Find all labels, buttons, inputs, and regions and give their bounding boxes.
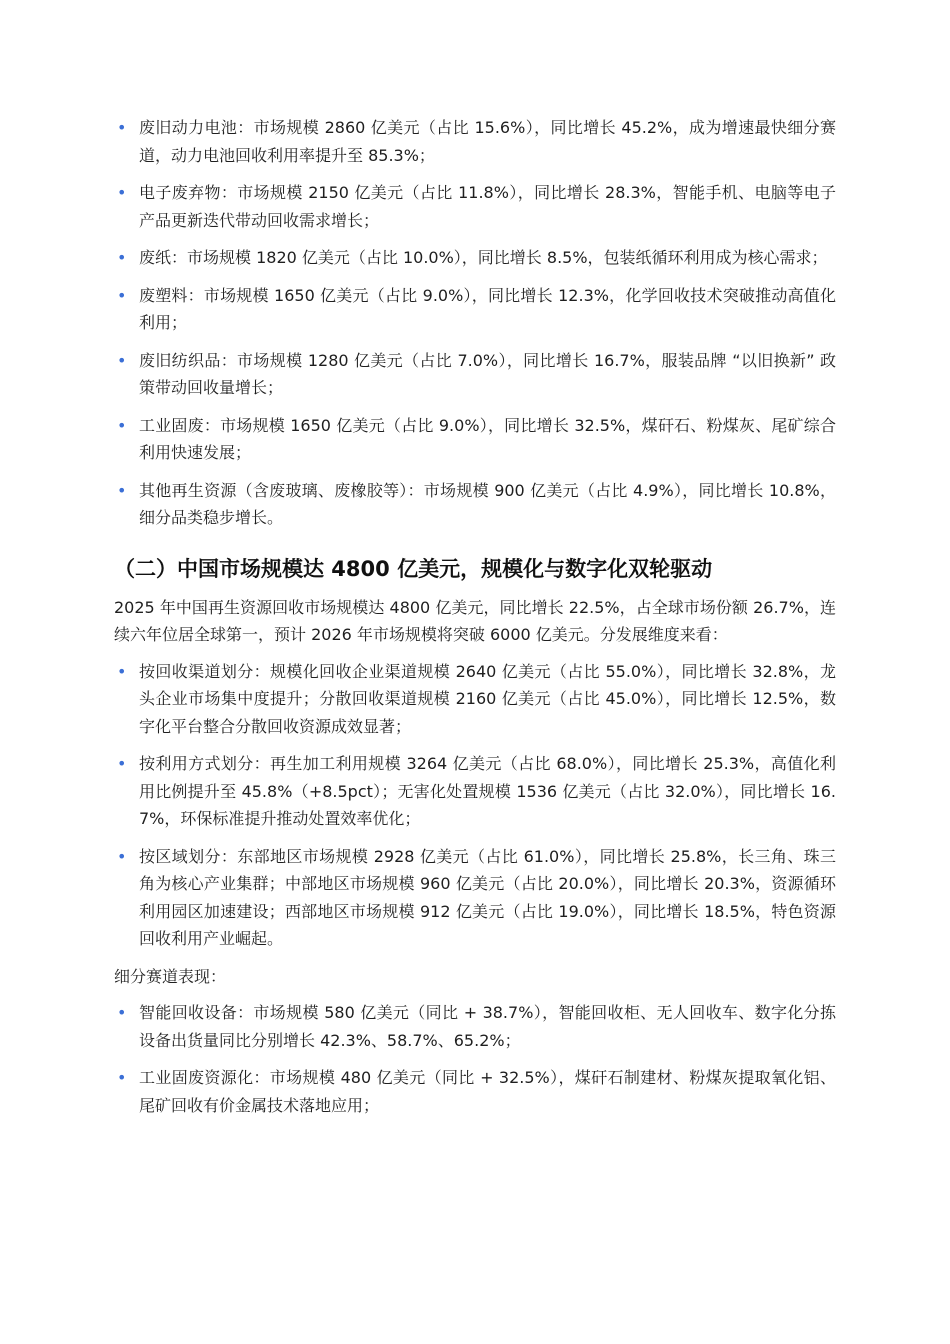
list-item-text: 废塑料：市场规模 1650 亿美元（占比 9.0%），同比增长 12.3%，化学回收技术突破推动高值化利用； <box>139 285 836 332</box>
bullet-icon: • <box>117 480 127 500</box>
list-item-text: 废纸：市场规模 1820 亿美元（占比 10.0%），同比增长 8.5%，包装纸循环利用成为核心需求； <box>139 248 828 267</box>
bullet-icon: • <box>117 415 127 435</box>
bullet-icon: • <box>117 118 127 137</box>
bullet-icon: • <box>117 1068 127 1087</box>
list-item <box>114 412 836 467</box>
bullet-icon: • <box>117 248 127 267</box>
list-item-text: 工业固废资源化：市场规模 480 亿美元（同比 + 32.5%），煤矸石制建材、粉煤灰提取氧化铝、尾矿回收有价金属技术落地应用； <box>139 1068 836 1115</box>
list-item <box>114 658 836 741</box>
list-item-text: 废旧纺织品：市场规模 1280 亿美元（占比 7.0%），同比增长 16.7%，服装品牌 “以旧换新” 政策带动回收量增长； <box>139 350 836 397</box>
list-item-text: 按回收渠道划分：规模化回收企业渠道规模 2640 亿美元（占比 55.0%），同比增长 32.8%，龙头企业市场集中度提升；分散回收渠道规模 2160 亿美元（占比 45.0%），同比增长 12.5%，数字化平台整合分散回收资源成效显著； <box>139 661 836 736</box>
list-item <box>114 477 836 532</box>
section-heading: （二）中国市场规模达 4800 亿美元，规模化与数字化双轮驱动 <box>114 556 713 581</box>
list-item-text: 工业固废：市场规模 1650 亿美元（占比 9.0%），同比增长 32.5%，煤矸石、粉煤灰、尾矿综合利用快速发展； <box>139 415 836 462</box>
list-item-text: 废旧动力电池：市场规模 2860 亿美元（占比 15.6%），同比增长 45.2%，成为增速最快细分赛道，动力电池回收利用率提升至 85.3%； <box>139 118 836 165</box>
segments-list <box>114 999 836 1119</box>
list-item <box>114 244 836 272</box>
list-item <box>114 282 836 337</box>
bullet-icon: • <box>117 1003 127 1022</box>
section-intro: 2025 年中国再生资源回收市场规模达 4800 亿美元，同比增长 22.5%，占全球市场份额 26.7%，连续六年位居全球第一，预计 2026 年市场规模将突破 6000 亿美元。分发展维度来看： <box>114 597 836 644</box>
document-content <box>114 114 836 1129</box>
dimension-list <box>114 658 836 953</box>
list-item-text: 按区域划分：东部地区市场规模 2928 亿美元（占比 61.0%），同比增长 25.8%，长三角、珠三角为核心产业集群；中部地区市场规模 960 亿美元（占比 20.0%），同比增长 20.3%，资源循环利用园区加速建设；西部地区市场规模 912 亿美元（占比 19.0%），同比增长 18.5%，特色资源回收利用产业崛起。 <box>139 846 836 948</box>
bullet-icon: • <box>117 183 127 202</box>
bullet-icon: • <box>117 661 127 681</box>
list-item-text: 其他再生资源（含废玻璃、废橡胶等）：市场规模 900 亿美元（占比 4.9%），同比增长 10.8%，细分品类稳步增长。 <box>139 480 836 527</box>
list-item <box>114 750 836 833</box>
segments-heading: 细分赛道表现： <box>114 966 227 986</box>
bullet-icon: • <box>117 350 127 370</box>
global-segments-list <box>114 114 836 532</box>
list-item <box>114 999 836 1054</box>
list-item-text: 电子废弃物：市场规模 2150 亿美元（占比 11.8%），同比增长 28.3%，智能手机、电脑等电子产品更新迭代带动回收需求增长； <box>139 183 836 230</box>
list-item <box>114 114 836 169</box>
list-item-text: 按利用方式划分：再生加工利用规模 3264 亿美元（占比 68.0%），同比增长 25.3%，高值化利用比例提升至 45.8%（+8.5pct）；无害化处置规模 1536 亿美元（占比 32.0%），同比增长 16.7%，环保标准提升推动处置效率优化； <box>139 754 836 828</box>
list-item <box>114 1064 836 1119</box>
list-item <box>114 843 836 953</box>
list-item-text: 智能回收设备：市场规模 580 亿美元（同比 + 38.7%），智能回收柜、无人回收车、数字化分拣设备出货量同比分别增长 42.3%、58.7%、65.2%； <box>139 1003 836 1050</box>
bullet-icon: • <box>117 285 127 305</box>
list-item <box>114 179 836 234</box>
bullet-icon: • <box>117 754 127 773</box>
bullet-icon: • <box>117 846 127 866</box>
list-item <box>114 347 836 402</box>
